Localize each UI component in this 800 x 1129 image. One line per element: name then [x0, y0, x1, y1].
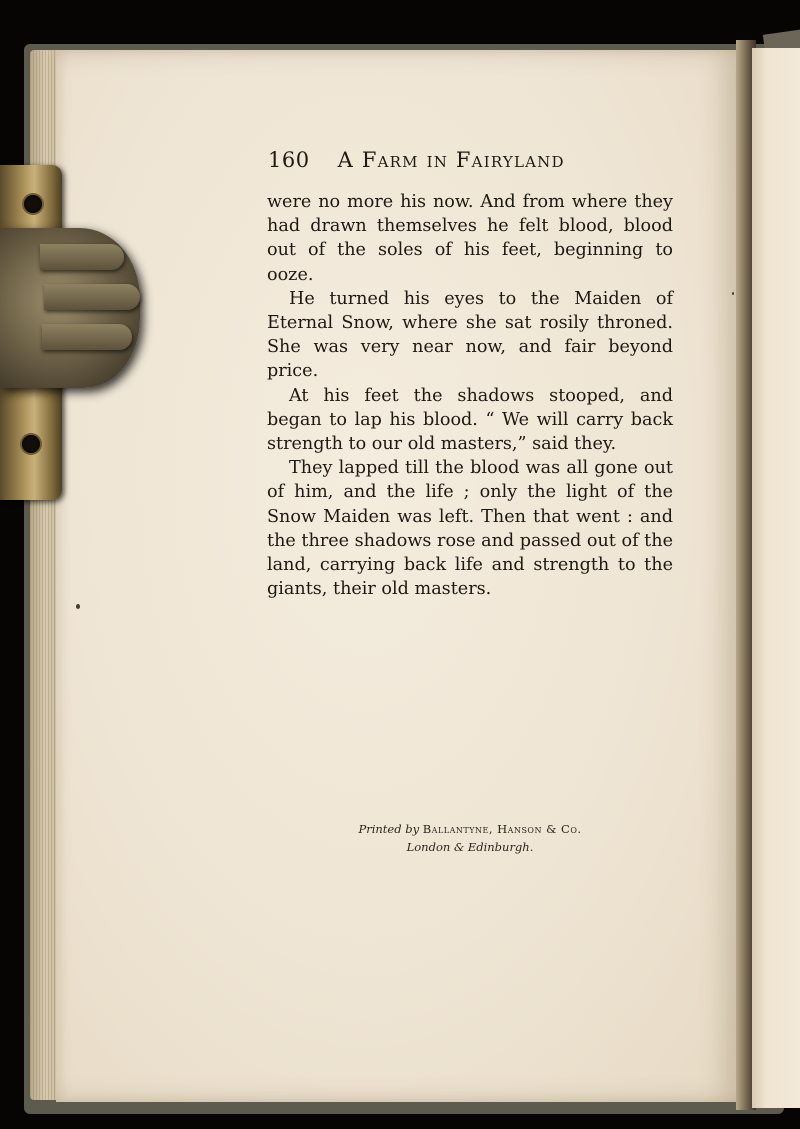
running-head — [268, 148, 676, 172]
clasp-finger — [44, 284, 140, 310]
paragraph: were no more his now. And from where they had drawn themselves he felt blood, blood out of the soles of his feet, beginning to ooze. — [267, 192, 673, 285]
page-number: 160 — [268, 148, 310, 172]
imprint-printer: Ballantyne, Hanson & Co. — [422, 822, 582, 836]
clasp-finger — [42, 324, 132, 350]
right-page-edge — [752, 48, 800, 1108]
imprint-line — [300, 820, 640, 838]
clasp-finger — [40, 244, 124, 270]
imprint-location: London & Edinburgh. — [406, 840, 534, 854]
body-text — [267, 190, 673, 601]
paragraph: He turned his eyes to the Maiden of Eternal Snow, where she sat rosily throned. She was very near now, and fair beyond price. — [267, 288, 673, 382]
printer-imprint — [300, 820, 640, 856]
running-title: A Farm in Fairyland — [337, 148, 565, 172]
imprint-printed-by: Printed by — [358, 822, 420, 836]
paragraph: At his feet the shadows stooped, and began to lap his blood. “ We will carry back strength to our old masters,” said they. — [267, 385, 673, 455]
clasp-hole — [24, 195, 42, 213]
clasp-hole — [22, 435, 40, 453]
page-speck — [732, 292, 734, 295]
paragraph: They lapped till the blood was all gone out of him, and the life ; only the light of the Snow Maiden was left. Then that went : and the three shadows rose and passed out of the land, carrying back life and strength to the giants, their old masters. — [267, 458, 673, 600]
page-speck — [76, 604, 80, 609]
